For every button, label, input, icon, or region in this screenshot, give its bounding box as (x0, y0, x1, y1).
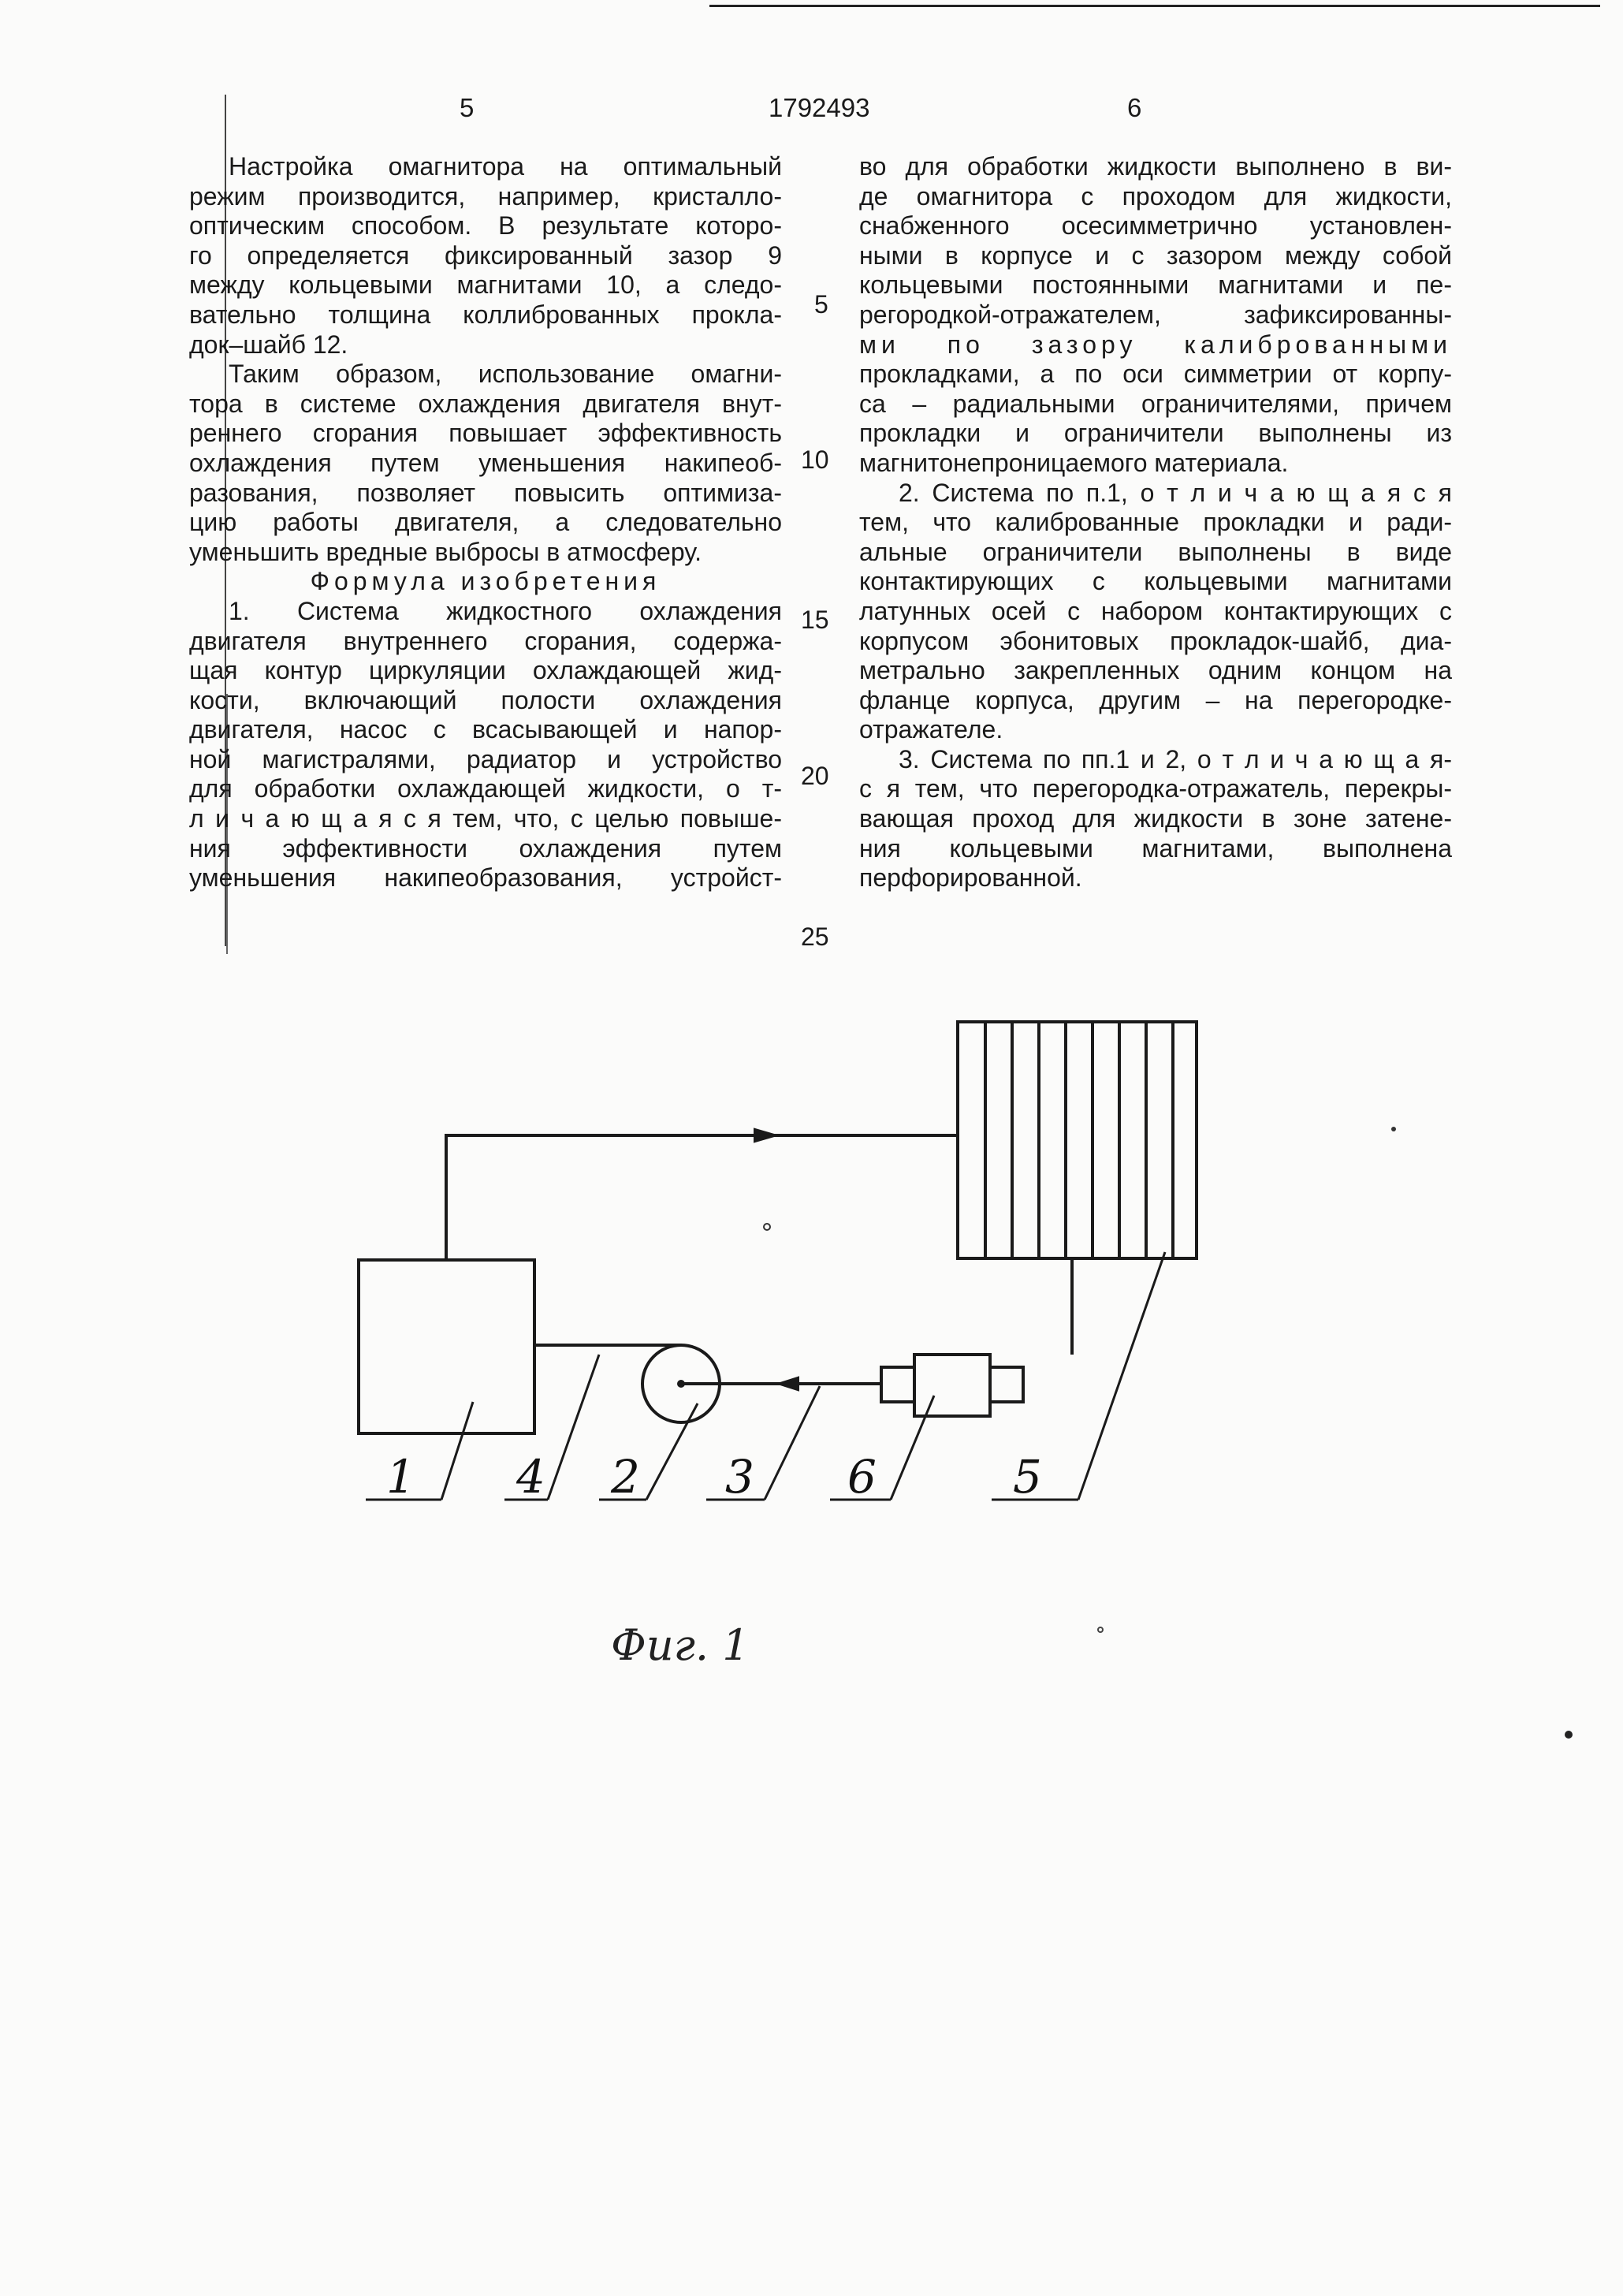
label-pump: 2 (611, 1450, 640, 1504)
text-line: Настройка омагнитора на оптимальный (229, 152, 782, 181)
text-line: во для обработки жидкости выполнено в ви- (859, 152, 1452, 181)
text-line: Таким образом, использование омагни- (229, 360, 782, 389)
text-line: фланце корпуса, другим – на перегородке- (859, 685, 1452, 714)
page-number-right: 6 (1127, 93, 1142, 122)
text-line: режим производится, например, кристалло- (189, 181, 782, 211)
formula-heading: Формула изобретения (310, 567, 661, 596)
label-engine: 1 (386, 1450, 415, 1504)
text-line: ной магистралями, радиатор и устройство (189, 744, 782, 773)
text-line: реннего сгорания повышает эффективность (189, 419, 782, 448)
label-omagnitor: 6 (847, 1450, 877, 1504)
text-line: двигателя внутреннего сгорания, содержа- (189, 626, 782, 655)
text-line: тем, что калиброванные прокладки и ради- (859, 508, 1452, 537)
line-number: 20 (801, 762, 829, 790)
text-line: кольцевыми постоянными магнитами и пе- (859, 270, 1452, 300)
text-line: 1. Система жидкостного охлаждения (229, 596, 782, 625)
text-line: латунных осей с набором контактирующих с (859, 596, 1452, 625)
label-pressure-line: 4 (516, 1450, 545, 1504)
page-number-left: 5 (460, 93, 475, 122)
line-number: 5 (814, 290, 828, 319)
line-number: 10 (801, 445, 829, 474)
figure-caption: Фиг. 1 (611, 1620, 750, 1670)
text-line: альные ограничители выполнены в виде (859, 537, 1452, 566)
text-line: для обработки охлаждающей жидкости, о т- (189, 774, 782, 803)
text-line: снабженного осесимметрично установлен- (859, 211, 1452, 240)
engine-block (359, 1260, 534, 1433)
text-line: тора в системе охлаждения двигателя внут- (189, 389, 782, 418)
text-line: магнитонепроницаемого материала. (859, 448, 1289, 477)
text-line: корпусом эбонитовых прокладок-шайб, диа- (859, 626, 1452, 655)
text-line: прокладками, а по оси симметрии от корпу- (859, 360, 1452, 389)
patent-number: 1792493 (769, 93, 870, 122)
text-line: метрально закрепленных одним концом на (859, 656, 1452, 685)
text-line: между кольцевыми магнитами 10, а следо- (189, 270, 782, 300)
text-line: разования, позволяет повысить оптимиза- (189, 478, 782, 507)
text-line: кости, включающий полости охлаждения (189, 685, 782, 714)
text-line: ния эффективности охлаждения путем (189, 833, 782, 863)
radiator-fins (985, 1022, 1173, 1258)
radiator (958, 1022, 1197, 1258)
text-line: го определяется фиксированный зазор 9 (189, 240, 782, 270)
text-line: перфорированной. (859, 863, 1082, 893)
label-suction-line: 3 (725, 1450, 754, 1504)
text-line: ния кольцевыми магнитами, выполнена (859, 833, 1452, 863)
flow-arrow-return (780, 1378, 798, 1389)
text-line: ми по зазору калиброванными (859, 330, 1452, 359)
text-line: л и ч а ю щ а я с я тем, что, с целью повыше- (189, 804, 782, 833)
text-line: вательно толщина коллиброванных прокла- (189, 300, 782, 329)
text-line: са – радиальными ограничителями, причем (859, 389, 1452, 418)
text-line: вающая проход для жидкости в зоне затене- (859, 804, 1452, 833)
flow-arrow (755, 1130, 774, 1141)
omagnitor-flange-left (881, 1367, 914, 1402)
text-line: уменьшить вредные выбросы в атмосферу. (189, 537, 702, 566)
text-line: двигателя, насос с всасывающей и напор- (189, 715, 782, 744)
text-line: охлаждения путем уменьшения накипеоб- (189, 448, 782, 477)
text-line: уменьшения накипеобразования, устройст- (189, 863, 782, 893)
text-line: прокладки и ограничители выполнены из (859, 419, 1452, 448)
text-line: щая контур циркуляции охлаждающей жид- (189, 656, 782, 685)
text-line: отражателе. (859, 715, 1003, 744)
text-line: док–шайб 12. (189, 330, 348, 359)
outlet-pipe (446, 1135, 958, 1260)
line-number: 25 (801, 922, 829, 951)
text-line: с я тем, что перегородка-отражатель, перекры- (859, 774, 1452, 803)
omagnitor-flange-right (990, 1367, 1023, 1402)
label-radiator: 5 (1013, 1450, 1042, 1504)
text-line: ными в корпусе и с зазором между собой (859, 240, 1452, 270)
text-line: оптическим способом. В результате которо- (189, 211, 782, 240)
text-line: цию работы двигателя, а следовательно (189, 508, 782, 537)
omagnitor (914, 1355, 990, 1416)
text-line: 2. Система по п.1, о т л и ч а ю щ а я с я (899, 478, 1452, 507)
text-line: 3. Система по пп.1 и 2, о т л и ч а ю щ а я- (899, 744, 1452, 773)
line-number: 15 (801, 606, 829, 634)
text-line: контактирующих с кольцевыми магнитами (859, 567, 1452, 596)
text-line: регородкой-отражателем, зафиксированны- (859, 300, 1452, 329)
text-line: де омагнитора с проходом для жидкости, (859, 181, 1452, 211)
